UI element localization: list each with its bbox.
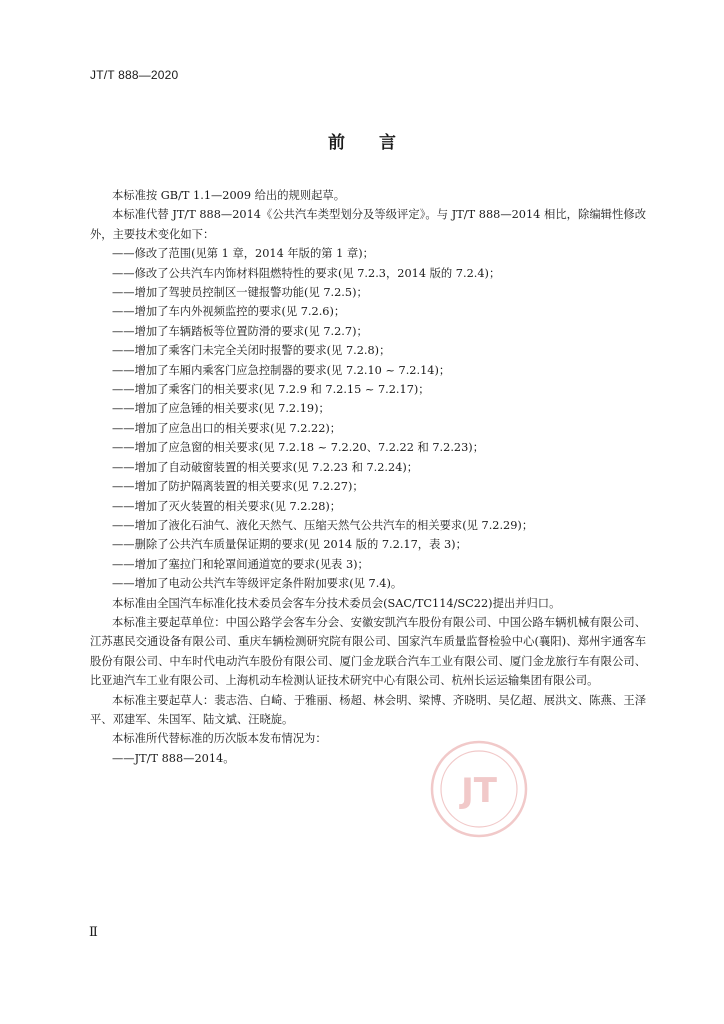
list-item: ——增加了车厢内乘客门应急控制器的要求(见 7.2.10 ~ 7.2.14)；	[112, 363, 451, 377]
jt-seal-watermark	[428, 738, 530, 840]
list-item: ——修改了范围(见第 1 章，2014 年版的第 1 章)；	[112, 247, 374, 261]
seal-text: JT	[461, 771, 497, 811]
paragraph-drafting-units: 本标准主要起草单位：中国公路学会客车分会、安徽安凯汽车股份有限公司、中国公路车辆机械有限公司、江苏惠民交通设备有限公司、重庆车辆检测研究院有限公司、国家汽车质量监督检验中心(襄阳)、郑州宇通客车股份有限公司、中车时代电动汽车股份有限公司、厦门金龙联合汽车工业有限公司、厦门金龙旅行车有限公司、比亚迪汽车工业有限公司、上海机动车检测认证技术研究中心有限公司、杭州长运运输集团有限公司。	[90, 615, 646, 688]
foreword-body	[90, 186, 646, 768]
change-list	[90, 244, 646, 593]
list-item: ——增加了塞拉门和轮罩间通道宽的要求(见表 3)；	[112, 557, 369, 571]
list-item: ——增加了电动公共汽车等级评定条件附加要求(见 7.4)。	[112, 577, 403, 591]
list-item: ——增加了自动破窗装置的相关要求(见 7.2.23 和 7.2.24)；	[112, 460, 419, 474]
history-item: ——JT/T 888—2014。	[112, 751, 235, 765]
list-item: ——增加了应急锤的相关要求(见 7.2.19)；	[112, 402, 330, 416]
list-item: ——增加了驾驶员控制区一键报警功能(见 7.2.5)；	[112, 286, 368, 300]
paragraph-drafters: 本标准主要起草人：裴志浩、白崎、于雅丽、杨超、林会明、梁博、齐晓明、吴亿超、展洪文、陈燕、王泽平、邓建军、朱国军、陆文斌、汪晓旋。	[90, 693, 646, 726]
paragraph-replacement: 本标准代替 JT/T 888—2014《公共汽车类型划分及等级评定》。与 JT/T 888—2014 相比，除编辑性修改外，主要技术变化如下：	[90, 208, 646, 241]
paragraph-drafting-rule: 本标准按 GB/T 1.1—2009 给出的规则起草。	[112, 189, 346, 202]
list-item: ——增加了灭火装置的相关要求(见 7.2.28)；	[112, 499, 342, 513]
document-code: JT/T 888—2020	[90, 68, 179, 82]
list-item: ——增加了乘客门未完全关闭时报警的要求(见 7.2.8)；	[112, 344, 391, 358]
list-item: ——修改了公共汽车内饰材料阻燃特性的要求(见 7.2.3，2014 版的 7.2.4)；	[112, 266, 501, 280]
list-item: ——增加了车辆踏板等位置防滑的要求(见 7.2.7)；	[112, 324, 368, 338]
page-title: 前 言	[328, 133, 396, 153]
list-item: ——删除了公共汽车质量保证期的要求(见 2014 版的 7.2.17，表 3)；	[112, 538, 467, 552]
list-item: ——增加了车内外视频监控的要求(见 7.2.6)；	[112, 305, 346, 319]
paragraph-proposer: 本标准由全国汽车标准化技术委员会客车分技术委员会(SAC/TC114/SC22)提出并归口。	[112, 596, 561, 610]
paragraph-history-intro: 本标准所代替标准的历次版本发布情况为：	[112, 732, 327, 746]
list-item: ——增加了乘客门的相关要求(见 7.2.9 和 7.2.15 ~ 7.2.17)；	[112, 383, 430, 397]
list-item: ——增加了应急出口的相关要求(见 7.2.22)；	[112, 421, 342, 435]
list-item: ——增加了液化石油气、液化天然气、压缩天然气公共汽车的相关要求(见 7.2.29)；	[112, 518, 534, 532]
list-item: ——增加了防护隔离装置的相关要求(见 7.2.27)；	[112, 480, 364, 494]
list-item: ——增加了应急窗的相关要求(见 7.2.18 ~ 7.2.20、7.2.22 和 7.2.23)；	[112, 441, 485, 455]
page-number: Ⅱ	[89, 925, 98, 940]
